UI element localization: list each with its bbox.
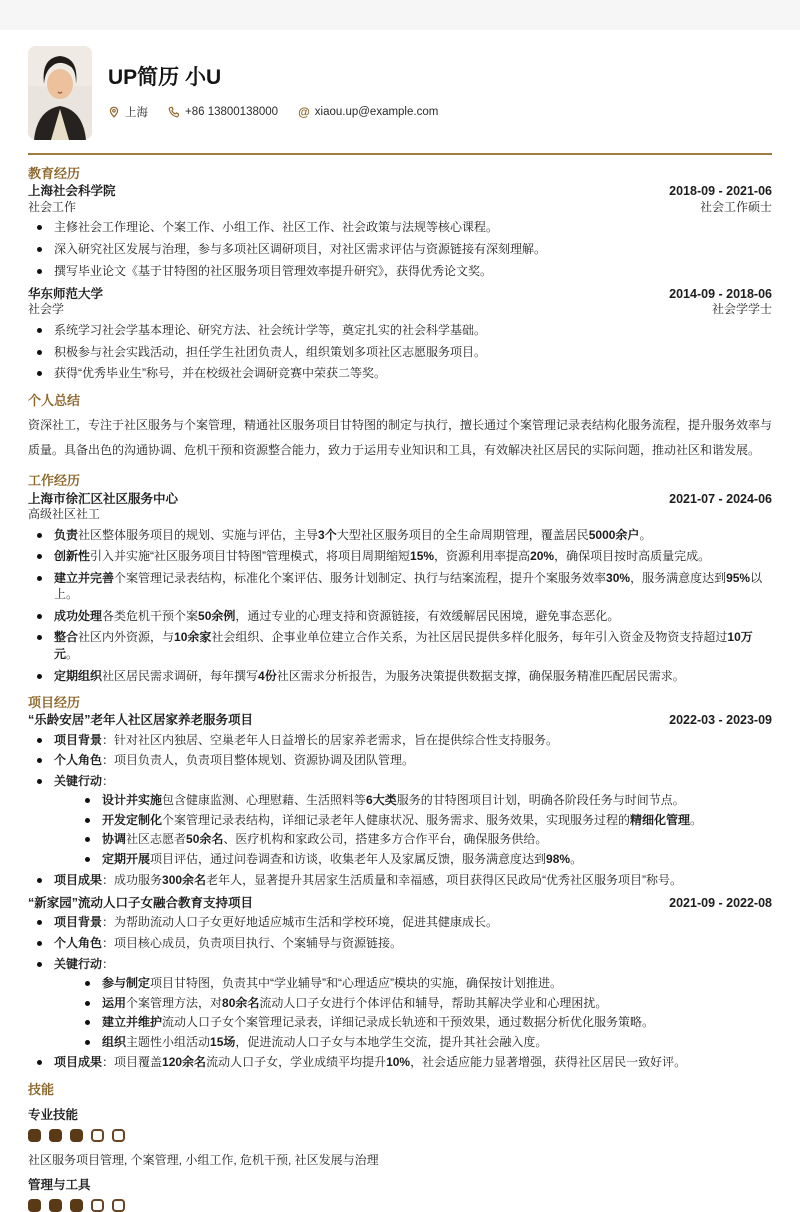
bullet-item [76, 792, 772, 809]
bullet-text [54, 733, 558, 747]
bold-text: 建立并完善 [54, 570, 115, 585]
plain-text: 包含健康监测、心理慰藉、生活照料等 [162, 793, 367, 808]
bold-text: 个人角色 [54, 753, 103, 768]
bullet-text [54, 630, 753, 661]
plain-text: ，确保项目按时高质量完成。 [554, 549, 711, 564]
bullet-dot [85, 1040, 90, 1045]
plain-text: ，社会适应能力显著增强，获得社区居民一致好评。 [410, 1055, 687, 1070]
bullet-dot [37, 878, 42, 883]
bullet-text [102, 793, 685, 807]
header-text [108, 46, 438, 140]
plain-text: 大型社区服务项目的全生命周期管理，覆盖居民 [336, 527, 589, 542]
entry-title-row [28, 287, 772, 301]
plain-text: ，服务满意度达到 [630, 570, 727, 585]
bold-text: 15% [410, 549, 435, 564]
bold-text: 95% [726, 570, 751, 585]
entry-subtitle-row [28, 506, 772, 522]
education-entries [28, 184, 772, 382]
bullet-dot [37, 350, 42, 355]
bullet-dot [85, 981, 90, 986]
bold-text: 定期开展 [102, 852, 151, 867]
top-band [0, 0, 800, 30]
education-bullets [28, 219, 772, 279]
plain-text: 。 [66, 647, 79, 662]
bold-text: 参与制定 [102, 976, 151, 991]
bullet-text [54, 873, 682, 887]
work-entries [28, 492, 772, 685]
bullet-text [54, 609, 619, 623]
skill-dot-filled [70, 1129, 83, 1142]
project-bullets [28, 914, 772, 1070]
entry-period: 2021-07 - 2024-06 [669, 491, 772, 506]
plain-text: 社区志愿者 [126, 832, 187, 847]
bullet-dot [85, 857, 90, 862]
bullet-item [76, 831, 772, 848]
plain-text: 撰写毕业论文《基于甘特图的社区服务项目管理效率提升研究》，获得优秀论文奖。 [54, 263, 493, 278]
education-bullets [28, 322, 772, 382]
bullet-text [54, 753, 414, 767]
bullet-dot [37, 941, 42, 946]
bullet-text [54, 366, 386, 380]
bullet-item [28, 956, 772, 1051]
bullet-dot [37, 758, 42, 763]
bullet-text [54, 264, 492, 278]
bullet-text [102, 1035, 547, 1049]
section-title-skills: 技能 [28, 1081, 55, 1097]
bullet-item [28, 344, 772, 361]
plain-text: 主题性小组活动 [126, 1034, 211, 1049]
bullet-item [76, 812, 772, 829]
bold-text: 成功处理 [54, 608, 103, 623]
bullet-text [102, 996, 607, 1010]
bold-text: 协调 [102, 832, 127, 847]
plain-text: ： [102, 956, 115, 971]
bullet-item [28, 773, 772, 868]
plain-text: 个案管理记录表结构，标准化个案评估、服务计划制定、执行与结案流程，提升个案服务效率 [114, 570, 607, 585]
project-name: “新家园”流动人口子女融合教育支持项目 [28, 896, 254, 911]
major-name: 社会工作 [28, 199, 77, 214]
skill-items: 社区服务项目管理, 个案管理, 小组工作, 危机干预, 社区发展与治理 [28, 1153, 379, 1168]
plain-text: 项目评估，通过问卷调查和访谈，收集老年人及家属反馈，服务满意度达到 [150, 852, 547, 867]
skill-dot-empty [91, 1129, 104, 1142]
section-education [28, 166, 772, 382]
section-projects [28, 695, 772, 1071]
bullet-dot [37, 247, 42, 252]
summary-text: 资深社工，专注于社区服务与个案管理，精通社区服务项目甘特图的制定与执行，擅长通过个案管理记录表结构化服务流程，提升服务效率与质量。具备出色的沟通协调、危机干预和资源整合能力，致力于运用专业知识和工具，有效解决社区居民的实际问题，推动社区和谐发展。 [28, 418, 773, 457]
plain-text: 流动人口子女进行个体评估和辅导，帮助其解决学业和心理困扰。 [259, 995, 608, 1010]
bullet-dot [37, 1060, 42, 1065]
bullet-item [28, 263, 772, 280]
bullet-text [54, 549, 710, 563]
bullet-text [54, 220, 498, 234]
bold-text: 个人角色 [54, 936, 103, 951]
phone-icon [168, 106, 180, 118]
bold-text: 6大类 [366, 793, 397, 808]
bullet-text [54, 1055, 686, 1069]
project-entry [28, 713, 772, 888]
plain-text: ，通过专业的心理支持和资源链接，有效缓解居民困境，避免事态恶化。 [235, 608, 620, 623]
plain-text: 主修社会工作理论、个案工作、小组工作、社区工作、社会政策与法规等核心课程。 [54, 220, 499, 235]
plain-text: ，资源利用率提高 [434, 549, 531, 564]
bullet-dot [37, 371, 42, 376]
plain-text: 项目甘特图，负责其中“学业辅导”和“心理适应”模块的实施，确保按计划推进。 [150, 976, 563, 991]
education-entry [28, 287, 772, 382]
entry-period: 2014-09 - 2018-06 [669, 287, 772, 302]
resume-header [0, 30, 800, 140]
bold-text: 80余名 [222, 995, 260, 1010]
email-text: xiaou.up@example.com [314, 106, 439, 118]
bullet-item [76, 1034, 772, 1051]
bullet-item [76, 851, 772, 868]
bullet-text [54, 669, 685, 683]
bullet-text [102, 852, 582, 866]
bullet-item [28, 914, 772, 931]
project-bullets [28, 732, 772, 888]
bullet-item [28, 872, 772, 889]
bullet-dot [37, 920, 42, 925]
bullet-dot [85, 798, 90, 803]
bullet-item [28, 608, 772, 625]
job-title: 高级社区社工 [28, 506, 101, 521]
bullet-dot [37, 533, 42, 538]
bullet-text [54, 915, 498, 929]
bullet-text [102, 832, 547, 846]
major-name: 社会学 [28, 302, 65, 317]
bullet-item [28, 219, 772, 236]
plain-text: 各类危机干预个案 [102, 608, 199, 623]
skill-dot-filled [28, 1199, 41, 1212]
bold-text: 50余名 [186, 832, 224, 847]
plain-text: 获得“优秀毕业生”称号，并在校级社会调研竞赛中荣获二等奖。 [54, 366, 386, 381]
bullet-item [28, 241, 772, 258]
plain-text: ：项目负责人，负责项目整体规划、资源协调及团队管理。 [102, 753, 415, 768]
bullet-text [54, 957, 114, 971]
bold-text: 组织 [102, 1034, 127, 1049]
email-item [298, 106, 438, 118]
bullet-dot [37, 779, 42, 784]
bullet-dot [37, 328, 42, 333]
section-skills [28, 1082, 772, 1212]
entry-subtitle-row [28, 199, 772, 215]
skill-dot-filled [70, 1199, 83, 1212]
bold-text: 120余名 [162, 1055, 207, 1070]
bold-text: 开发定制化 [102, 812, 163, 827]
plain-text: 引入并实施“社区服务项目甘特图”管理模式，将项目周期缩短 [90, 549, 411, 564]
plain-text: 流动人口子女，学业成绩平均提升 [206, 1055, 387, 1070]
entry-period: 2021-09 - 2022-08 [669, 896, 772, 911]
bullet-text [102, 976, 562, 990]
entry-period: 2018-09 - 2021-06 [669, 184, 772, 199]
entry-degree: 社会学学士 [711, 302, 772, 317]
plain-text: 深入研究社区发展与治理，参与多项社区调研项目，对社区需求评估与资源链接有深刻理解。 [54, 241, 547, 256]
bullet-dot [85, 1020, 90, 1025]
bullet-text [54, 936, 402, 950]
plain-text: 个案管理方法，对 [126, 995, 223, 1010]
bold-text: 整合 [54, 630, 79, 645]
entry-period: 2022-03 - 2023-09 [669, 713, 772, 728]
work-bullets [28, 527, 772, 684]
bullet-dot [37, 962, 42, 967]
bold-text: 项目背景 [54, 732, 103, 747]
contact-row [108, 104, 438, 120]
bullet-item [28, 365, 772, 382]
plain-text: 社区内外资源，与 [78, 630, 175, 645]
entry-title-row [28, 492, 772, 506]
section-title-projects: 项目经历 [28, 695, 81, 711]
bullet-item [28, 935, 772, 952]
school-name: 上海社会科学院 [28, 184, 116, 199]
bullet-item [76, 995, 772, 1012]
bold-text: 关键行动 [54, 956, 103, 971]
bold-text: 50余例 [198, 608, 236, 623]
skill-group-name: 专业技能 [28, 1108, 79, 1123]
bold-text: 项目背景 [54, 915, 103, 930]
bullet-item [28, 527, 772, 544]
skill-dot-filled [28, 1129, 41, 1142]
skill-level-dots [28, 1199, 772, 1212]
plain-text: 积极参与社会实践活动，担任学生社团负责人，组织策划多项社区志愿服务项目。 [54, 344, 487, 359]
plain-text: 。 [690, 812, 703, 827]
plain-text: ：成功服务 [102, 872, 163, 887]
person-name: UP简历 小U [108, 66, 222, 89]
bold-text: 3个 [318, 527, 337, 542]
bullet-dot [37, 614, 42, 619]
bullet-item [28, 548, 772, 565]
project-sub-bullets [76, 792, 772, 867]
skill-group [28, 1178, 772, 1212]
bold-text: 98% [546, 852, 571, 867]
bold-text: 创新性 [54, 549, 91, 564]
bullet-text [102, 813, 702, 827]
plain-text: ： [102, 773, 115, 788]
bullet-dot [37, 554, 42, 559]
skill-level-dots [28, 1129, 772, 1142]
header-divider [28, 153, 772, 155]
entry-title-row [28, 184, 772, 198]
bold-text: 项目成果 [54, 872, 103, 887]
location-text: 上海 [125, 107, 148, 119]
bold-text: 300余名 [162, 872, 207, 887]
phone-item [168, 106, 278, 118]
bullet-item [28, 668, 772, 685]
plain-text: 以上。 [54, 570, 763, 602]
profile-photo-illustration [28, 46, 92, 140]
bullet-dot [37, 225, 42, 230]
plain-text: ：项目覆盖 [102, 1055, 163, 1070]
skill-dot-empty [112, 1129, 125, 1142]
bold-text: 5000余户 [588, 527, 640, 542]
bold-text: 30% [606, 570, 631, 585]
section-title-summary: 个人总结 [28, 392, 81, 408]
bullet-item [28, 322, 772, 339]
bold-text: 定期组织 [54, 668, 103, 683]
bullet-dot [85, 818, 90, 823]
bullet-text [54, 774, 114, 788]
skill-dot-filled [49, 1129, 62, 1142]
plain-text: ，促进流动人口子女与本地学生交流，提升其社会融入度。 [235, 1034, 548, 1049]
project-name: “乐龄安居”老年人社区居家养老服务项目 [28, 713, 254, 728]
bullet-dot [37, 576, 42, 581]
plain-text: 社区需求分析报告，为服务决策提供数据支撑，确保服务精准匹配居民需求。 [276, 668, 685, 683]
section-summary [28, 393, 772, 462]
bullet-dot [85, 837, 90, 842]
bullet-text [54, 528, 651, 542]
bullet-text [102, 1015, 654, 1029]
bold-text: 建立并维护 [102, 1015, 163, 1030]
bold-text: 运用 [102, 995, 127, 1010]
project-sub-bullets [76, 975, 772, 1050]
school-name: 华东师范大学 [28, 287, 104, 302]
bullet-text [54, 345, 486, 359]
plain-text: 老年人，显著提升其居家生活质量和幸福感，项目获得区民政局“优秀社区服务项目”称号。 [206, 872, 683, 887]
skill-groups [28, 1108, 772, 1212]
bold-text: 项目成果 [54, 1055, 103, 1070]
project-entries [28, 713, 772, 1071]
section-work [28, 473, 772, 684]
skill-group [28, 1108, 772, 1168]
plain-text: 社区整体服务项目的规划、实施与评估，主导 [78, 527, 319, 542]
bullet-dot [37, 738, 42, 743]
plain-text: 。 [570, 852, 583, 867]
bold-text: 10% [386, 1055, 411, 1070]
plain-text: ：为帮助流动人口子女更好地适应城市生活和学校环境，促进其健康成长。 [102, 915, 499, 930]
bullet-text [54, 242, 546, 256]
plain-text: 、医疗机构和家政公司，搭建多方合作平台，确保服务供给。 [223, 832, 548, 847]
skill-dot-empty [91, 1199, 104, 1212]
section-title-work: 工作经历 [28, 473, 81, 489]
bold-text: 15场 [210, 1034, 236, 1049]
bold-text: 4份 [258, 668, 277, 683]
plain-text: 。 [639, 527, 652, 542]
skill-group-name: 管理与工具 [28, 1178, 91, 1193]
section-title-education: 教育经历 [28, 166, 81, 181]
education-entry [28, 184, 772, 279]
bold-text: 精细化管理 [630, 812, 691, 827]
resume-body [0, 166, 800, 1212]
location-pin-icon [108, 106, 120, 118]
bullet-item [28, 629, 772, 662]
bullet-item [28, 1054, 772, 1071]
bullet-item [28, 752, 772, 769]
entry-title-row [28, 713, 772, 727]
bullet-dot [37, 674, 42, 679]
bullet-dot [85, 1001, 90, 1006]
bullet-item [76, 975, 772, 992]
bold-text: 10万元 [54, 630, 753, 662]
work-entry [28, 492, 772, 685]
plain-text: 社会组织、企事业单位建立合作关系，为社区居民提供多样化服务，每年引入资金及物资支持超过 [211, 630, 728, 645]
bullet-dot [37, 269, 42, 274]
entry-title-row [28, 896, 772, 910]
bullet-item [28, 732, 772, 749]
project-entry [28, 896, 772, 1071]
skill-dot-filled [49, 1199, 62, 1212]
plain-text: 个案管理记录表结构，详细记录老年人健康状况、服务需求、服务效果，实现服务过程的 [162, 812, 631, 827]
company-name: 上海市徐汇区社区服务中心 [28, 491, 179, 506]
bold-text: 设计并实施 [102, 793, 163, 808]
phone-text: +86 13800138000 [185, 106, 279, 118]
bullet-dot [37, 635, 42, 640]
entry-degree: 社会工作硕士 [699, 199, 772, 214]
bullet-text [54, 571, 762, 602]
location-item [108, 104, 148, 120]
plain-text: 社区居民需求调研，每年撰写 [102, 668, 259, 683]
bold-text: 10余家 [174, 630, 212, 645]
bold-text: 20% [530, 549, 555, 564]
plain-text: 系统学习社会学基本理论、研究方法、社会统计学等，奠定扎实的社会科学基础。 [54, 323, 487, 338]
profile-photo [28, 46, 92, 140]
skill-dot-empty [112, 1199, 125, 1212]
bold-text: 关键行动 [54, 773, 103, 788]
entry-subtitle-row [28, 301, 772, 317]
bullet-item [76, 1014, 772, 1031]
bullet-item [28, 570, 772, 603]
plain-text: ：针对社区内独居、空巢老年人日益增长的居家养老需求，旨在提供综合性支持服务。 [102, 732, 559, 747]
bold-text: 负责 [54, 527, 79, 542]
at-icon: @ [298, 105, 310, 119]
plain-text: 流动人口子女个案管理记录表，详细记录成长轨迹和干预效果，通过数据分析优化服务策略。 [162, 1015, 655, 1030]
plain-text: ：项目核心成员，负责项目执行、个案辅导与资源链接。 [102, 936, 403, 951]
bullet-text [54, 323, 486, 337]
plain-text: 服务的甘特图项目计划，明确各阶段任务与时间节点。 [396, 793, 685, 808]
